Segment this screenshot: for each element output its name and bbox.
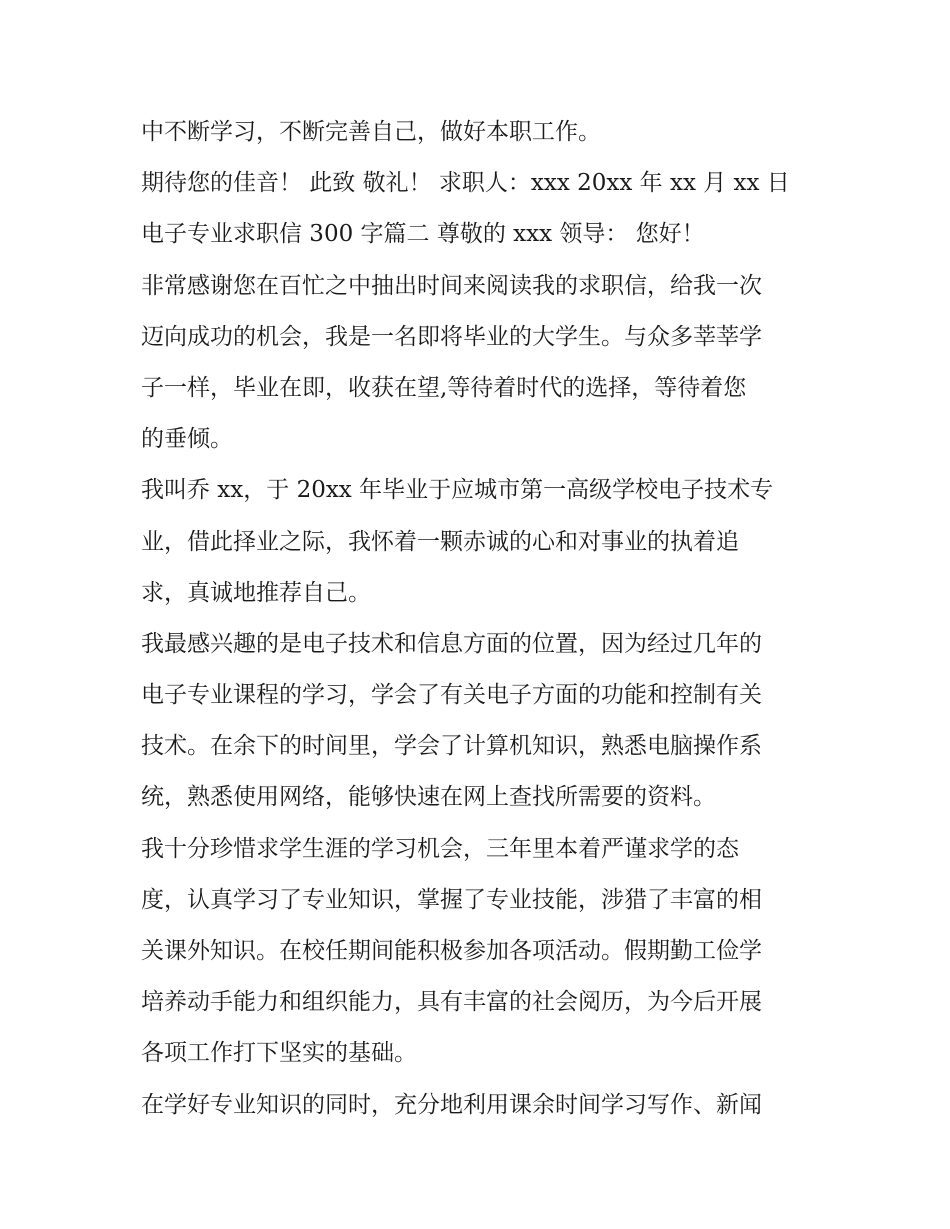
text-line-18: 培养动手能力和组织能力，具有丰富的社会阅历，为今后开展 [141, 989, 762, 1016]
text-line-12: 电子专业课程的学习，学会了有关电子方面的功能和控制有关 [141, 682, 762, 709]
text-line-6: 子一样，毕业在即，收获在望,等待着时代的选择，等待着您 [141, 374, 747, 401]
text-line-13: 技术。在余下的时间里，学会了计算机知识，熟悉电脑操作系 [141, 733, 762, 760]
text-line-3: 电子专业求职信 300 字篇二 尊敬的 xxx 领导： 您好！ [141, 221, 705, 248]
letter-body [141, 107, 831, 1131]
text-line-2: 期待您的佳音！ 此致 敬礼！ 求职人：xxx 20xx 年 xx 月 xx 日 [141, 170, 790, 197]
text-line-16: 度，认真学习了专业知识，掌握了专业技能，涉猎了丰富的相 [141, 886, 762, 913]
text-line-14: 统，熟悉使用网络，能够快速在网上查找所需要的资料。 [141, 784, 716, 811]
text-line-8: 我叫乔 xx，于 20xx 年毕业于应城市第一高级学校电子技术专 [141, 477, 774, 504]
text-line-5: 迈向成功的机会，我是一名即将毕业的大学生。与众多莘莘学 [141, 323, 762, 350]
text-line-9: 业，借此择业之际，我怀着一颗赤诚的心和对事业的执着追 [141, 528, 739, 555]
text-line-7: 的垂倾。 [141, 426, 233, 453]
text-line-20: 在学好专业知识的同时，充分地利用课余时间学习写作、新闻 [141, 1091, 762, 1118]
text-line-17: 关课外知识。在校任期间能积极参加各项活动。假期勤工俭学 [141, 938, 762, 964]
text-line-10: 求，真诚地推荐自己。 [141, 579, 371, 606]
text-line-11: 我最感兴趣的是电子技术和信息方面的位置，因为经过几年的 [141, 630, 762, 657]
text-line-15: 我十分珍惜求学生涯的学习机会，三年里本着严谨求学的态 [141, 835, 739, 862]
text-line-1: 中不断学习，不断完善自己，做好本职工作。 [141, 119, 601, 145]
text-line-19: 各项工作打下坚实的基础。 [141, 1040, 417, 1067]
text-line-4: 非常感谢您在百忙之中抽出时间来阅读我的求职信，给我一次 [141, 272, 762, 299]
